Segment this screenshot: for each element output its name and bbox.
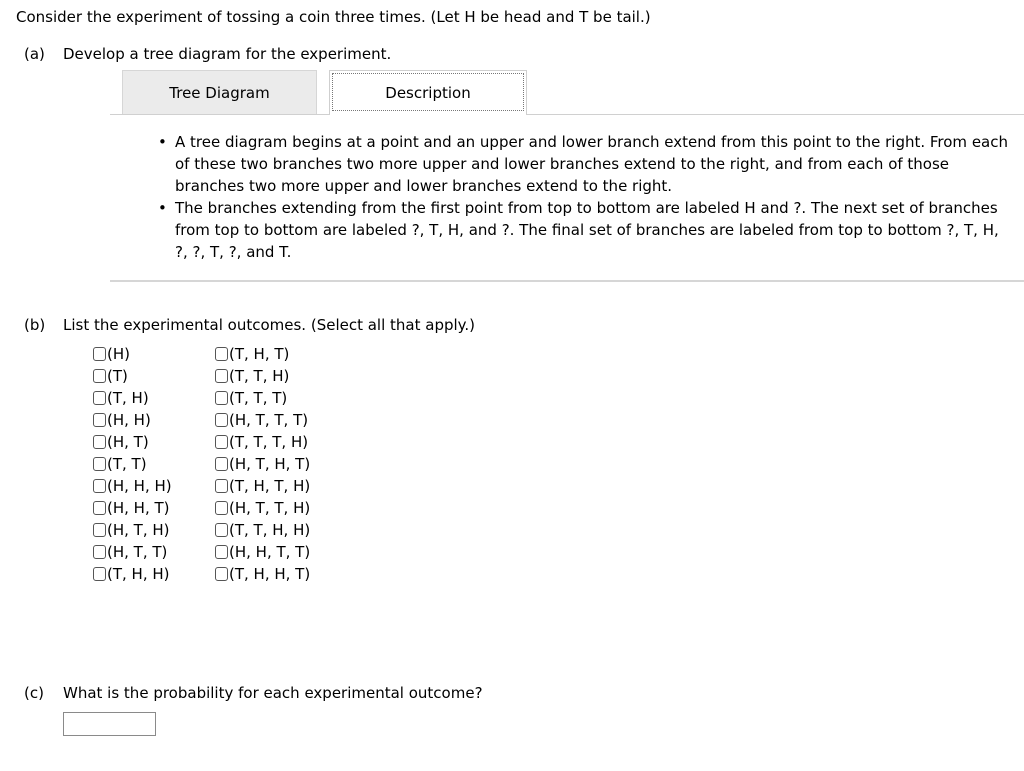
- outcome-checkbox[interactable]: [93, 457, 106, 471]
- outcome-label: (T): [107, 367, 128, 385]
- outcome-label: (T, T, T): [229, 389, 288, 407]
- outcome-option[interactable]: [93, 409, 172, 431]
- outcome-checkbox[interactable]: [215, 457, 228, 471]
- outcome-checkbox[interactable]: [215, 501, 228, 515]
- outcome-option[interactable]: [215, 475, 310, 497]
- outcome-checkbox[interactable]: [93, 545, 106, 559]
- outcome-checkbox[interactable]: [93, 523, 106, 537]
- outcome-checkbox[interactable]: [215, 369, 228, 383]
- outcome-label: (H, H, T, T): [229, 543, 311, 561]
- outcome-option[interactable]: [93, 475, 172, 497]
- outcome-label: (H, T, T, H): [229, 499, 311, 517]
- outcome-label: (H, T, H): [107, 521, 170, 539]
- outcome-label: (T, T): [107, 455, 147, 473]
- outcome-option[interactable]: [93, 497, 172, 519]
- probability-answer-input[interactable]: [63, 712, 156, 736]
- outcome-option[interactable]: [93, 519, 172, 541]
- part-c-letter: (c): [24, 684, 44, 702]
- outcome-option[interactable]: [93, 541, 172, 563]
- description-list: [158, 131, 1014, 263]
- outcome-label: (H, T, T): [107, 543, 168, 561]
- part-c-heading: [24, 684, 483, 702]
- description-item: • A tree diagram begins at a point and an upper and lower branch extend from this point to the right. From each of these two branches two more upper and lower branches extend to the right, and from each of those branches two more upper and lower branches extend to the right.: [175, 131, 1014, 197]
- outcome-checkbox[interactable]: [93, 369, 106, 383]
- outcome-label: (T, H): [107, 389, 149, 407]
- outcome-checkbox[interactable]: [215, 347, 228, 361]
- outcome-label: (T, H, H): [107, 565, 170, 583]
- outcome-label: (H, T, H, T): [229, 455, 311, 473]
- outcome-option[interactable]: [215, 519, 310, 541]
- outcome-option[interactable]: [215, 365, 310, 387]
- outcome-option[interactable]: [215, 387, 310, 409]
- outcome-option[interactable]: [215, 497, 310, 519]
- outcome-label: (H): [107, 345, 130, 363]
- outcome-checkbox[interactable]: [215, 523, 228, 537]
- outcome-checkbox[interactable]: [93, 391, 106, 405]
- outcome-checkbox[interactable]: [93, 413, 106, 427]
- outcome-option[interactable]: [215, 409, 310, 431]
- part-a-prompt: Develop a tree diagram for the experiment.: [63, 45, 392, 63]
- outcome-label: (T, H, T, H): [229, 477, 311, 495]
- outcome-label: (H, H, H): [107, 477, 172, 495]
- outcome-checkbox[interactable]: [215, 391, 228, 405]
- part-b-prompt: List the experimental outcomes. (Select all that apply.): [63, 316, 476, 334]
- tab-description[interactable]: Description: [329, 70, 527, 114]
- outcome-checkbox[interactable]: [93, 567, 106, 581]
- outcome-label: (T, T, H): [229, 367, 290, 385]
- outcome-option[interactable]: [93, 453, 172, 475]
- description-item: • The branches extending from the first point from top to bottom are labeled H and ?. The next set of branches from top to bottom are labeled ?, T, H, and ?. The final set of branches are labeled from top to bottom ?, T, H, ?, ?, T, ?, and T.: [175, 197, 1014, 263]
- description-panel: [158, 131, 1014, 263]
- outcome-checkbox[interactable]: [215, 479, 228, 493]
- outcome-label: (T, H, H, T): [229, 565, 311, 583]
- outcome-option[interactable]: [93, 343, 172, 365]
- tab-tree-diagram[interactable]: Tree Diagram: [122, 70, 317, 114]
- outcomes-right-column: [215, 343, 310, 585]
- outcome-label: (T, T, T, H): [229, 433, 309, 451]
- part-a-letter: (a): [24, 45, 45, 63]
- tab-divider: [110, 114, 1024, 115]
- outcome-label: (T, T, H, H): [229, 521, 311, 539]
- outcome-option[interactable]: [93, 387, 172, 409]
- part-b-heading: [24, 316, 475, 334]
- outcome-label: (H, T): [107, 433, 149, 451]
- question-intro: Consider the experiment of tossing a coin three times. (Let H be head and T be tail.): [16, 8, 651, 26]
- outcome-option[interactable]: [215, 431, 310, 453]
- outcome-label: (H, T, T, T): [229, 411, 309, 429]
- part-c-prompt: What is the probability for each experimental outcome?: [63, 684, 483, 702]
- outcome-option[interactable]: [93, 563, 172, 585]
- outcome-option[interactable]: [215, 343, 310, 365]
- outcome-option[interactable]: [215, 541, 310, 563]
- outcome-checkbox[interactable]: [215, 413, 228, 427]
- outcome-option[interactable]: [93, 365, 172, 387]
- description-divider: [110, 280, 1024, 282]
- outcome-option[interactable]: [93, 431, 172, 453]
- outcomes-left-column: [93, 343, 172, 585]
- outcome-checkbox[interactable]: [215, 545, 228, 559]
- outcome-option[interactable]: [215, 453, 310, 475]
- part-a-heading: [24, 45, 391, 63]
- outcome-checkbox[interactable]: [93, 501, 106, 515]
- outcome-option[interactable]: [215, 563, 310, 585]
- outcome-label: (T, H, T): [229, 345, 290, 363]
- outcome-checkbox[interactable]: [93, 479, 106, 493]
- outcome-checkbox[interactable]: [93, 347, 106, 361]
- part-b-letter: (b): [24, 316, 46, 334]
- outcome-checkbox[interactable]: [93, 435, 106, 449]
- active-tab-gap: [330, 113, 526, 116]
- outcome-checkbox[interactable]: [215, 435, 228, 449]
- outcome-label: (H, H, T): [107, 499, 170, 517]
- outcome-label: (H, H): [107, 411, 151, 429]
- outcome-checkbox[interactable]: [215, 567, 228, 581]
